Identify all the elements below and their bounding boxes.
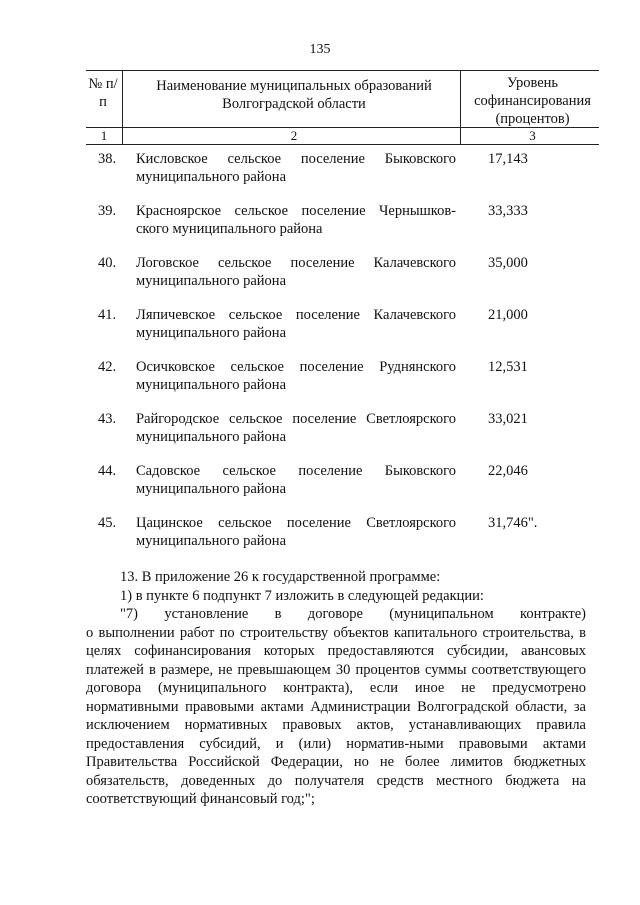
row-name: Осичковское сельское поселение Руднянского муниципального района <box>136 359 456 393</box>
header-municipality: Наименование муниципальных образований Волгоградской области <box>156 78 432 112</box>
row-number: 42. <box>98 359 117 375</box>
page-number: 135 <box>309 42 331 57</box>
row-number: 45. <box>98 515 117 531</box>
row-name: Райгородское сельское поселение Светлоярского муниципального района <box>136 411 456 445</box>
table-row <box>86 202 599 254</box>
row-value: 33,021 <box>488 411 528 427</box>
table-row <box>86 150 599 202</box>
row-number: 41. <box>98 307 117 323</box>
row-name: Красноярское сельское поселение Чернышков- ского муниципального района <box>136 203 456 237</box>
column-number: 1 <box>100 128 108 143</box>
row-number: 39. <box>98 203 117 219</box>
table-row <box>86 514 599 566</box>
row-number: 38. <box>98 151 117 167</box>
row-name: Ляпичевское сельское поселение Калачевского муниципального района <box>136 307 456 341</box>
column-number: 3 <box>529 128 536 143</box>
row-number: 40. <box>98 255 117 271</box>
row-value: 12,531 <box>488 359 528 375</box>
table-header <box>86 70 599 128</box>
row-name: Цацинское сельское поселение Светлоярского муниципального района <box>136 515 456 549</box>
paragraph: 13. В приложение 26 к государственной программе: <box>120 569 441 585</box>
row-number: 43. <box>98 411 117 427</box>
table-row <box>86 410 599 462</box>
row-value: 33,333 <box>488 203 528 219</box>
table-row <box>86 254 599 306</box>
row-value: 21,000 <box>488 307 528 323</box>
paragraph: о выполнении работ по строительству объектов капитального строительства, в целях софинансирования которых предоставляются субсидии, авансовых платежей в размере, не превышающем 30 процентов суммы соответствующего договора (муниципального контракта), если иное не предусмотрено нормативными правовыми актами Администрации Волгоградской области, за исключением нормативных правовых актов, устанавливающих правила предоставления субсидий, и (или) норматив-ными правовыми актами Правительства Российской Федерации, но не более лимитов бюджетных обязательств, доведенных до получателя средств местного бюджета на соответствующий финансовый год;"; <box>86 624 586 807</box>
header-number: № п/п <box>88 76 118 110</box>
row-value: 17,143 <box>488 151 528 167</box>
row-name: Садовское сельское поселение Быковского муниципального района <box>136 463 456 497</box>
paragraph: 1) в пункте 6 подпункт 7 изложить в следующей редакции: <box>120 587 484 604</box>
row-value: 31,746". <box>488 515 538 531</box>
header-cofinancing-level: Уровень софинансирования (процентов) <box>474 75 591 127</box>
row-name: Логовское сельское поселение Калачевского муниципального района <box>136 255 456 289</box>
table-row <box>86 306 599 358</box>
cofinancing-table <box>86 70 599 145</box>
column-numbers-row <box>86 128 599 145</box>
table-row <box>86 358 599 410</box>
paragraph: "7) установление в договоре (муниципальном контракте) <box>120 606 586 622</box>
column-number: 2 <box>290 128 298 143</box>
row-number: 44. <box>98 463 117 479</box>
row-value: 22,046 <box>488 463 528 479</box>
row-value: 35,000 <box>488 255 528 271</box>
table-rows <box>86 150 599 566</box>
amendment-text <box>86 568 586 809</box>
row-name: Кисловское сельское поселение Быковского муниципального района <box>136 151 456 185</box>
table-row <box>86 462 599 514</box>
